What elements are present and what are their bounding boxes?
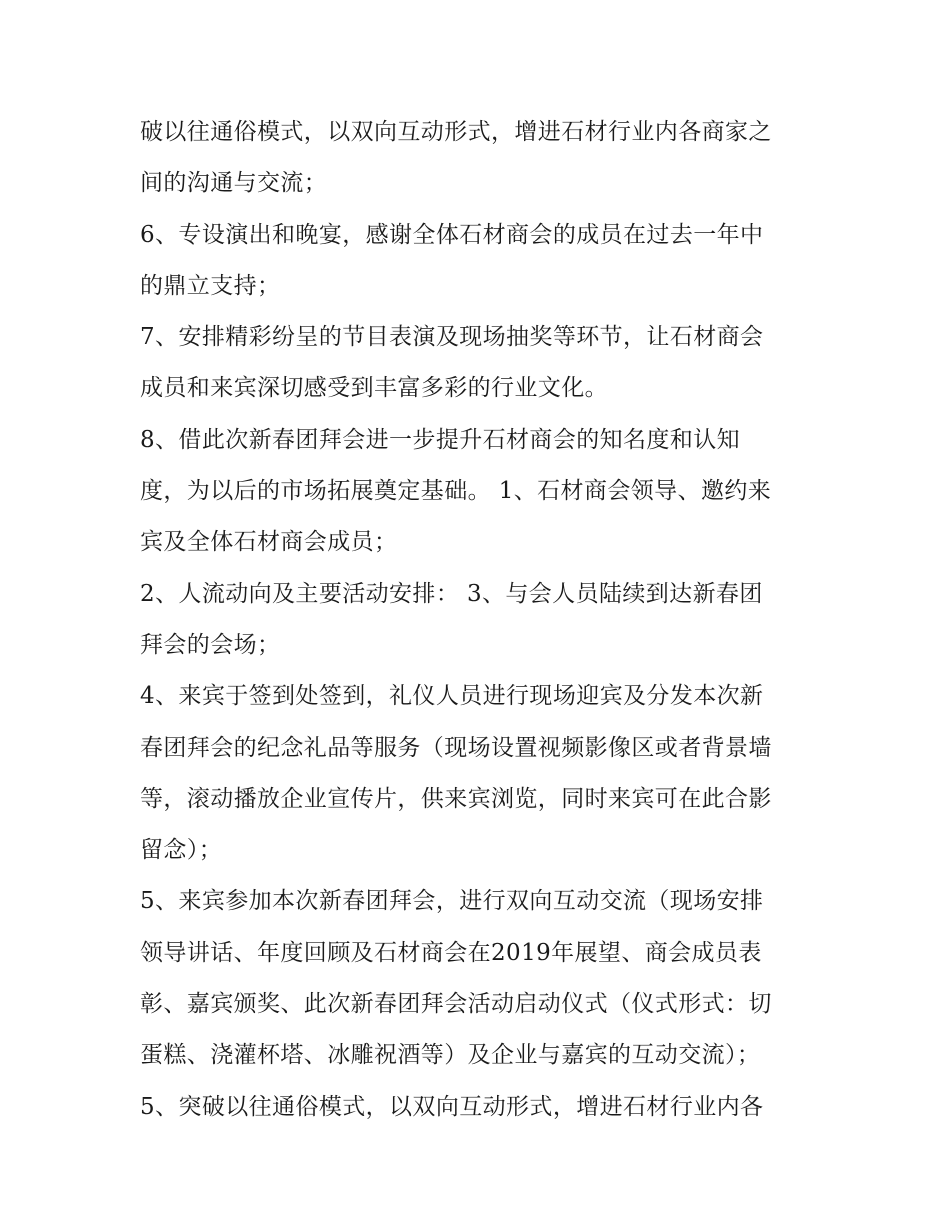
text-line: 度，为以后的市场拓展奠定基础。 1、石材商会领导、邀约来 [140,478,772,505]
text-line: 等，滚动播放企业宣传片，供来宾浏览，同时来宾可在此合影 [140,785,772,812]
text-line: 5、突破以往通俗模式，以双向互动形式，增进石材行业内各 [140,1093,764,1120]
text-line: 拜会的会场； [140,631,281,658]
text-line: 6、专设演出和晚宴，感谢全体石材商会的成员在过去一年中 [140,221,764,248]
text-line: 4、来宾于签到处签到，礼仪人员进行现场迎宾及分发本次新 [140,683,764,710]
text-line: 间的沟通与交流； [140,170,328,197]
text-line: 彰、嘉宾颁奖、此次新春团拜会活动启动仪式（仪式形式：切 [140,991,772,1018]
text-line: 宾及全体石材商会成员； [140,529,398,556]
text-line: 留念）； [140,837,223,864]
text-line: 5、来宾参加本次新春团拜会，进行双向互动交流（现场安排 [140,888,764,915]
text-line: 7、安排精彩纷呈的节目表演及现场抽奖等环节，让石材商会 [140,324,764,351]
text-line: 成员和来宾深切感受到丰富多彩的行业文化。 [140,375,608,402]
text-line: 领导讲话、年度回顾及石材商会在2019年展望、商会成员表 [140,939,762,966]
text-line: 蛋糕、浇灌杯塔、冰雕祝酒等）及企业与嘉宾的互动交流）； [140,1042,761,1069]
text-line: 春团拜会的纪念礼品等服务（现场设置视频影像区或者背景墙 [140,734,772,761]
text-line: 2、人流动向及主要活动安排： 3、与会人员陆续到达新春团 [140,580,763,607]
text-line: 破以往通俗模式，以双向互动形式，增进石材行业内各商家之 [140,119,772,145]
text-line: 的鼎立支持； [140,272,281,299]
document-body [140,107,820,1133]
text-line: 8、借此次新春团拜会进一步提升石材商会的知名度和认知 [140,426,741,453]
